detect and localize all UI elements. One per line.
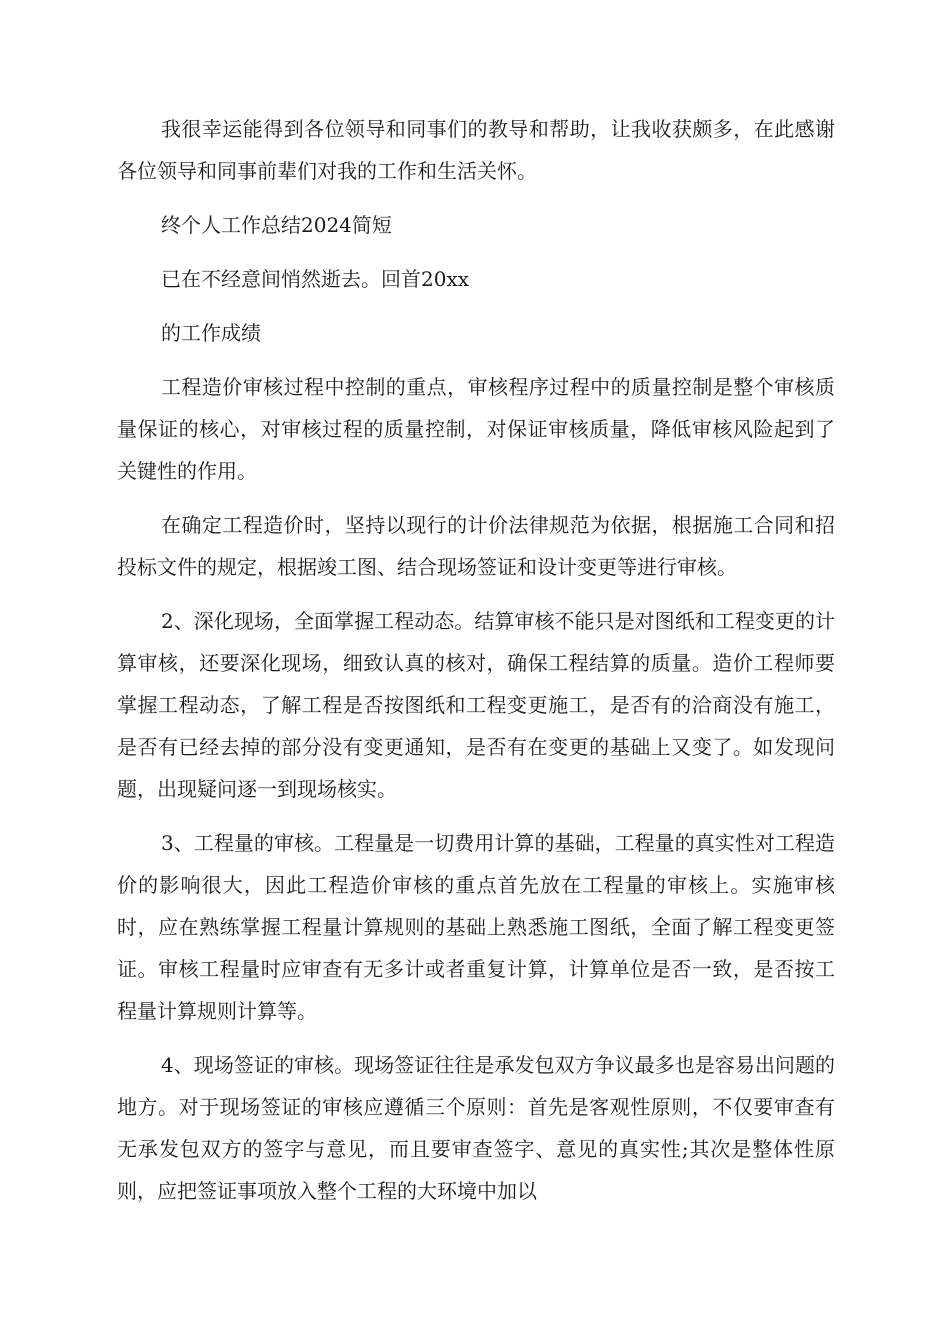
paragraph-audit-control: 工程造价审核过程中控制的重点，审核程序过程中的质量控制是整个审核质量保证的核心，对审核过程的质量控制，对保证审核质量，降低审核风险起到了关键性的作用。 (117, 375, 835, 483)
document-body (117, 108, 835, 1224)
paragraph-cost-basis: 在确定工程造价时，坚持以现行的计价法律规范为依据，根据施工合同和招投标文件的规定，根据竣工图、结合现场签证和设计变更等进行审核。 (117, 513, 835, 579)
paragraph-summary-title: 终个人工作总结2024简短 (161, 213, 392, 237)
paragraph-site-visa-audit: 4、现场签证的审核。现场签证往往是承发包双方争议最多也是容易出问题的地方。对于现场签证的审核应遵循三个原则：首先是客观性原则，不仅要审查有无承发包双方的签字与意见，而且要审查签字、意见的真实性;其次是整体性原则，应把签证事项放入整个工程的大环境中加以 (117, 1053, 835, 1203)
paragraph-site-dynamics: 2、深化现场，全面掌握工程动态。结算审核不能只是对图纸和工程变更的计算审核，还要深化现场，细致认真的核对，确保工程结算的质量。造价工程师要掌握工程动态，了解工程是否按图纸和工程变更施工，是否有的洽商没有施工，是否有已经去掉的部分没有变更通知，是否有在变更的基础上又变了。如发现问题，出现疑问逐一到现场核实。 (117, 609, 835, 801)
paragraph-gratitude: 我很幸运能得到各位领导和同事们的教导和帮助，让我收获颇多，在此感谢各位领导和同事前辈们对我的工作和生活关怀。 (117, 117, 835, 183)
paragraph-work-results: 的工作成绩 (161, 321, 261, 345)
paragraph-year-passed: 已在不经意间悄然逝去。回首20xx (161, 267, 470, 291)
paragraph-quantity-audit: 3、工程量的审核。工程量是一切费用计算的基础，工程量的真实性对工程造价的影响很大，因此工程造价审核的重点首先放在工程量的审核上。实施审核时，应在熟练掌握工程量计算规则的基础上熟悉施工图纸，全面了解工程变更签证。审核工程量时应审查有无多计或者重复计算，计算单位是否一致，是否按工程量计算规则计算等。 (117, 831, 835, 1023)
